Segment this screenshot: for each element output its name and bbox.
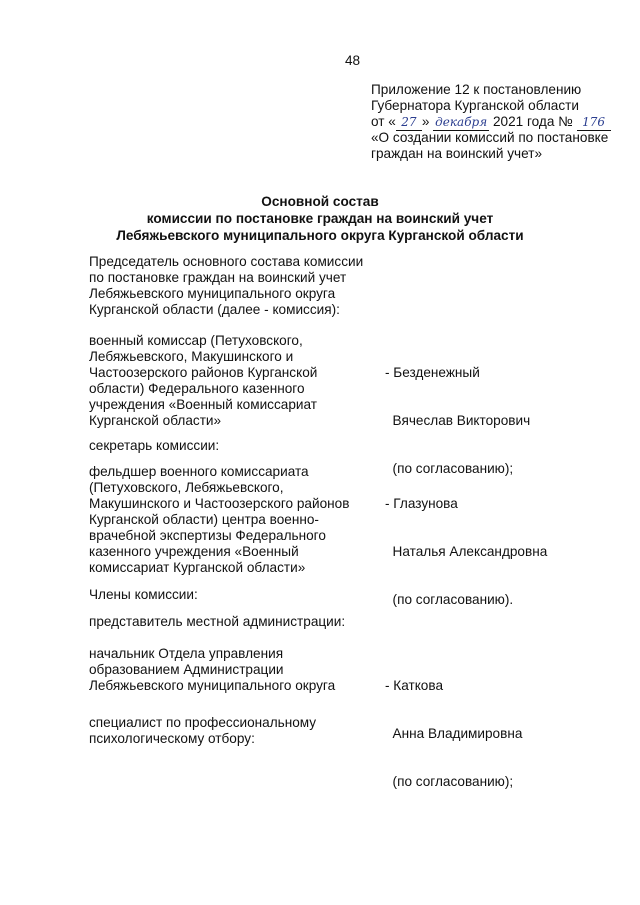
text-line: по постановке граждан на воинский учет <box>89 270 347 285</box>
appendix-line-5: граждан на воинский учет» <box>371 146 543 161</box>
text-line: врачебной экспертизы Федерального <box>89 528 326 543</box>
text-line: Наталья Александровна <box>385 544 548 559</box>
appendix-line-2: Губернатора Курганской области <box>371 98 579 113</box>
text-line: области) Федерального казенного <box>89 381 305 396</box>
text-line: казенного учреждения «Военный <box>89 544 299 559</box>
text-line: Председатель основного состава комиссии <box>89 254 364 269</box>
text-line: Курганской области» <box>89 413 222 428</box>
text-line: начальник Отдела управления <box>89 646 284 661</box>
text-line: - Глазунова <box>385 496 458 511</box>
appendix-line-4: «О создании комиссий по постановке <box>371 130 609 145</box>
text-line: - Каткова <box>385 678 443 693</box>
text-line: Лебяжьевского муниципального округа <box>89 678 336 693</box>
text-line: Анна Владимировна <box>385 726 523 741</box>
secretary-position <box>89 464 349 576</box>
text-line: Лебяжьевского, Макушинского и <box>89 349 294 364</box>
text-line: фельдшер военного комиссариата <box>89 464 309 479</box>
text-line: (по согласованию); <box>385 774 514 789</box>
psych-heading <box>89 715 316 747</box>
appendix-date-line <box>371 114 611 130</box>
text-line: специалист по профессиональному <box>89 715 317 730</box>
member1-name <box>385 646 522 806</box>
text-line: (Петуховского, Лебяжьевского, <box>89 480 284 495</box>
date-year: 2021 года № <box>492 114 573 129</box>
text-line: психологическому отбору: <box>89 731 255 746</box>
chairman-position <box>89 333 317 429</box>
member1-position <box>89 646 335 694</box>
title-line-1: Основной состав <box>261 194 379 209</box>
text-line: (по согласованию); <box>385 461 514 476</box>
date-prefix: от « <box>371 114 396 129</box>
text-line: учреждения «Военный комиссариат <box>89 397 317 412</box>
text-line: (по согласованию). <box>385 592 514 607</box>
handwritten-month: декабря <box>433 114 489 131</box>
appendix-header <box>371 82 611 162</box>
appendix-line-1: Приложение 12 к постановлению <box>371 82 582 97</box>
text-line: комиссариат Курганской области» <box>89 560 306 575</box>
document-title <box>0 194 640 245</box>
secretary-name <box>385 464 547 624</box>
text-line: Макушинского и Частоозерского районов <box>89 496 350 511</box>
page-number: 48 <box>345 53 361 68</box>
chairman-heading <box>89 254 363 318</box>
text-line: образованием Администрации <box>89 662 284 677</box>
text-line: Курганской области (далее - комиссия): <box>89 302 340 317</box>
secretary-heading: секретарь комиссии: <box>89 438 220 453</box>
text-line: Лебяжьевского муниципального округа <box>89 286 336 301</box>
text-line: Вячеслав Викторович <box>385 413 531 428</box>
handwritten-number: 176 <box>577 114 611 131</box>
date-mid: » <box>421 114 430 129</box>
local-admin-heading: представитель местной администрации: <box>89 614 346 629</box>
title-line-3: Лебяжьевского муниципального округа Курганской области <box>116 228 524 243</box>
text-line: Курганской области) центра военно- <box>89 512 319 527</box>
members-heading: Члены комиссии: <box>89 587 198 602</box>
text-line: военный комиссар (Петуховского, <box>89 333 303 348</box>
handwritten-day: 27 <box>396 114 422 131</box>
text-line: Частоозерского районов Курганской <box>89 365 318 380</box>
text-line: - Безденежный <box>385 365 480 380</box>
title-line-2: комиссии по постановке граждан на воинский учет <box>146 211 494 226</box>
